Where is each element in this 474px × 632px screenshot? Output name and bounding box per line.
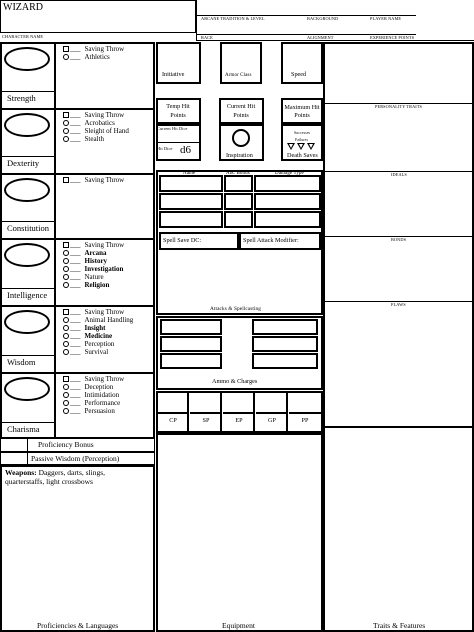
alignment-label: ALIGNMENT xyxy=(307,35,334,40)
features-divider xyxy=(323,426,474,428)
skill-blank: ___ xyxy=(70,111,81,119)
temp-hp-label: Temp Hit Points xyxy=(166,103,190,119)
ability-score-oval[interactable] xyxy=(4,47,50,71)
skill-blank: ___ xyxy=(70,241,81,249)
skill-label: Saving Throw xyxy=(84,375,125,383)
ammo-cell-2[interactable] xyxy=(252,319,318,335)
skill-blank: ___ xyxy=(70,399,81,407)
radio-icon[interactable] xyxy=(63,250,69,256)
skill-item[interactable] xyxy=(63,340,133,348)
coin-label: GP xyxy=(268,417,276,424)
skill-blank: ___ xyxy=(70,316,81,324)
ability-name: Strength xyxy=(7,93,36,103)
skill-blank: ___ xyxy=(70,249,81,257)
proficiencies-label: Proficiencies & Languages xyxy=(37,621,119,630)
skill-label: Nature xyxy=(84,273,104,281)
attack-name-cell-3[interactable] xyxy=(159,211,223,228)
radio-icon[interactable] xyxy=(63,408,69,414)
ammo-title: Ammo & Charges xyxy=(212,378,258,385)
ammo-cell-5[interactable] xyxy=(160,353,222,369)
checkbox-icon[interactable] xyxy=(63,46,69,52)
hit-dice-label: Hit Dice xyxy=(157,146,173,151)
speed-label: Speed xyxy=(291,71,307,78)
radio-icon[interactable] xyxy=(63,54,69,60)
personality-label: PERSONALITY TRAITS xyxy=(375,104,423,109)
skill-item[interactable] xyxy=(63,348,133,356)
skill-label: Stealth xyxy=(84,135,104,143)
skill-label: Acrobatics xyxy=(84,119,115,127)
character-name-field[interactable] xyxy=(0,16,196,33)
ability-score-oval[interactable] xyxy=(4,377,50,401)
skill-blank: ___ xyxy=(70,324,81,332)
attack-damage-cell-1[interactable] xyxy=(254,175,321,192)
skill-blank: ___ xyxy=(70,53,81,61)
passive-wisdom-label: Passive Wisdom (Perception) xyxy=(31,454,120,463)
skill-blank: ___ xyxy=(70,308,81,316)
skill-item[interactable] xyxy=(63,249,124,257)
coin-label: CP xyxy=(169,417,177,424)
skill-list xyxy=(63,111,129,143)
proficiency-bonus-value[interactable] xyxy=(0,438,28,452)
skill-blank: ___ xyxy=(70,135,81,143)
radio-icon[interactable] xyxy=(63,349,69,355)
attack-bonus-cell-3[interactable] xyxy=(224,211,253,228)
weapons-text-block xyxy=(5,468,115,486)
radio-icon[interactable] xyxy=(63,400,69,406)
radio-icon[interactable] xyxy=(63,282,69,288)
skill-blank: ___ xyxy=(70,45,81,53)
equipment-label: Equipment xyxy=(222,621,255,630)
skill-item[interactable] xyxy=(63,111,129,119)
coin-label: PP xyxy=(301,417,309,424)
race-label: RACE xyxy=(201,35,213,40)
weapons-value: Daggers, darts, slings, quarterstaffs, light crossbows xyxy=(5,468,106,486)
hit-dice-divider xyxy=(156,142,201,143)
skill-label: Saving Throw xyxy=(84,45,125,53)
ammo-cell-4[interactable] xyxy=(252,336,318,352)
proficiencies-box[interactable] xyxy=(0,465,155,632)
death-save-triangle-icon[interactable] xyxy=(307,143,315,150)
ability-name: Wisdom xyxy=(7,357,36,367)
skill-label: Saving Throw xyxy=(84,111,125,119)
skill-label: Arcana xyxy=(84,249,107,257)
skill-item[interactable] xyxy=(63,273,124,281)
skill-item[interactable] xyxy=(63,53,124,61)
ability-name: Constitution xyxy=(7,223,50,233)
skill-label: Sleight of Hand xyxy=(84,127,129,135)
ability-name: Intelligence xyxy=(7,290,48,300)
attack-name-cell-2[interactable] xyxy=(159,193,223,210)
ammo-cell-3[interactable] xyxy=(160,336,222,352)
attack-bonus-col: Atk. Bonus xyxy=(226,171,250,176)
skill-item[interactable] xyxy=(63,375,124,383)
attack-bonus-cell-2[interactable] xyxy=(224,193,253,210)
ability-score-oval[interactable] xyxy=(4,178,50,202)
skill-blank: ___ xyxy=(70,265,81,273)
skill-list xyxy=(63,176,124,184)
skill-label: Medicine xyxy=(84,332,113,340)
successes-label: Successes xyxy=(294,131,311,135)
skill-label: Athletics xyxy=(84,53,110,61)
attack-bonus-cell-1[interactable] xyxy=(224,175,253,192)
death-save-triangle-icon[interactable] xyxy=(297,143,305,150)
skill-label: Investigation xyxy=(84,265,124,273)
spell-attack-label: Spell Attack Modifier: xyxy=(243,237,299,244)
failures-label: Failures xyxy=(295,138,309,142)
player-name-label: PLAYER NAME xyxy=(370,16,402,21)
ideals-label: IDEALS xyxy=(391,172,407,177)
radio-icon[interactable] xyxy=(63,325,69,331)
radio-icon[interactable] xyxy=(63,266,69,272)
ammo-cell-6[interactable] xyxy=(252,353,318,369)
current-hit-dice-label: Current Hit Dice xyxy=(157,126,188,131)
ability-name: Dexterity xyxy=(7,158,40,168)
radio-icon[interactable] xyxy=(63,384,69,390)
skill-blank: ___ xyxy=(70,281,81,289)
attack-name-cell-1[interactable] xyxy=(159,175,223,192)
skill-label: Intimidation xyxy=(84,391,120,399)
skill-label: Insight xyxy=(84,324,106,332)
skill-item[interactable] xyxy=(63,399,124,407)
skill-item[interactable] xyxy=(63,241,124,249)
radio-icon[interactable] xyxy=(63,392,69,398)
traits-column xyxy=(323,42,474,632)
skill-list xyxy=(63,375,124,415)
skill-label: Survival xyxy=(84,348,109,356)
initiative-label: Initiative xyxy=(162,71,185,78)
attack-damage-cell-3[interactable] xyxy=(254,211,321,228)
skill-blank: ___ xyxy=(70,176,81,184)
flaws-label: FLAWS xyxy=(391,302,406,307)
ammo-cell-1[interactable] xyxy=(160,319,222,335)
skill-blank: ___ xyxy=(70,257,81,265)
current-hp-label: Current Hit Points xyxy=(226,103,256,119)
skill-item[interactable] xyxy=(63,119,129,127)
armor-class-label: Armor Class xyxy=(225,73,252,78)
attack-damage-cell-2[interactable] xyxy=(254,193,321,210)
ability-score-oval[interactable] xyxy=(4,310,50,334)
skill-label: Performance xyxy=(84,399,121,407)
skill-label: Saving Throw xyxy=(84,241,125,249)
coin-divider xyxy=(256,412,288,414)
checkbox-icon[interactable] xyxy=(63,376,69,382)
inspiration-label: Inspiration xyxy=(226,152,253,159)
death-saves-label: Death Saves xyxy=(287,152,318,159)
death-save-triangle-icon[interactable] xyxy=(287,143,295,150)
skill-item[interactable] xyxy=(63,135,129,143)
checkbox-icon[interactable] xyxy=(63,112,69,118)
skill-blank: ___ xyxy=(70,340,81,348)
skill-item[interactable] xyxy=(63,176,124,184)
background-label: BACKGROUND xyxy=(307,16,339,21)
skill-list xyxy=(63,45,124,61)
skill-blank: ___ xyxy=(70,383,81,391)
arcane-tradition-label: ARCANE TRADITION & LEVEL xyxy=(201,16,265,21)
ability-score-oval[interactable] xyxy=(4,243,50,267)
attack-damage-col: Damage Type xyxy=(275,171,304,176)
coin-label: EP xyxy=(235,417,243,424)
skill-list xyxy=(63,308,133,356)
radio-icon[interactable] xyxy=(63,317,69,323)
coin-divider xyxy=(223,412,255,414)
skill-blank: ___ xyxy=(70,391,81,399)
coin-divider xyxy=(289,412,321,414)
passive-wisdom-value[interactable] xyxy=(0,452,28,465)
skill-label: Saving Throw xyxy=(84,176,125,184)
skill-label: Deception xyxy=(84,383,114,391)
max-hp-label: Maximum Hit Points xyxy=(284,104,320,119)
skill-label: History xyxy=(84,257,108,265)
skill-item[interactable] xyxy=(63,281,124,289)
skill-label: Persuasion xyxy=(84,407,115,415)
radio-icon[interactable] xyxy=(63,128,69,134)
skill-blank: ___ xyxy=(70,375,81,383)
skill-blank: ___ xyxy=(70,348,81,356)
coin-divider xyxy=(157,412,189,414)
skill-item[interactable] xyxy=(63,391,124,399)
skill-item[interactable] xyxy=(63,308,133,316)
hit-dice-value: d6 xyxy=(180,144,191,156)
ability-score-oval[interactable] xyxy=(4,113,50,137)
spell-save-label: Spell Save DC: xyxy=(163,237,202,244)
experience-label: EXPERIENCE POINTS xyxy=(370,35,415,40)
skill-item[interactable] xyxy=(63,407,124,415)
skill-label: Saving Throw xyxy=(84,308,125,316)
attack-name-col: Name xyxy=(183,171,196,176)
character-name-label: CHARACTER NAME xyxy=(2,34,44,39)
skill-label: Religion xyxy=(84,281,110,289)
features-label: Traits & Features xyxy=(373,621,426,630)
checkbox-icon[interactable] xyxy=(63,309,69,315)
skill-item[interactable] xyxy=(63,324,133,332)
skill-item[interactable] xyxy=(63,383,124,391)
skill-list xyxy=(63,241,124,289)
radio-icon[interactable] xyxy=(63,136,69,142)
skill-item[interactable] xyxy=(63,332,133,340)
proficiency-bonus-label: Proficiency Bonus xyxy=(38,440,94,449)
skill-item[interactable] xyxy=(63,45,124,53)
skill-blank: ___ xyxy=(70,273,81,281)
checkbox-icon[interactable] xyxy=(63,177,69,183)
skill-item[interactable] xyxy=(63,257,124,265)
skill-blank: ___ xyxy=(70,127,81,135)
ability-name: Charisma xyxy=(7,424,40,434)
skill-label: Perception xyxy=(84,340,115,348)
radio-icon[interactable] xyxy=(63,333,69,339)
class-name: WIZARD xyxy=(3,2,43,13)
radio-icon[interactable] xyxy=(63,258,69,264)
skill-item[interactable] xyxy=(63,265,124,273)
skill-item[interactable] xyxy=(63,316,133,324)
radio-icon[interactable] xyxy=(63,341,69,347)
skill-blank: ___ xyxy=(70,119,81,127)
weapons-label: Weapons: xyxy=(5,468,37,477)
inspiration-circle[interactable] xyxy=(232,129,250,147)
radio-icon[interactable] xyxy=(63,120,69,126)
coin-label: SP xyxy=(202,417,210,424)
skill-blank: ___ xyxy=(70,332,81,340)
skill-blank: ___ xyxy=(70,407,81,415)
bonds-label: BONDS xyxy=(391,237,407,242)
attacks-title: Attacks & Spellcasting xyxy=(210,306,262,312)
radio-icon[interactable] xyxy=(63,274,69,280)
coin-divider xyxy=(190,412,222,414)
equipment-box[interactable] xyxy=(156,433,323,632)
skill-label: Animal Handling xyxy=(84,316,134,324)
checkbox-icon[interactable] xyxy=(63,242,69,248)
skill-item[interactable] xyxy=(63,127,129,135)
